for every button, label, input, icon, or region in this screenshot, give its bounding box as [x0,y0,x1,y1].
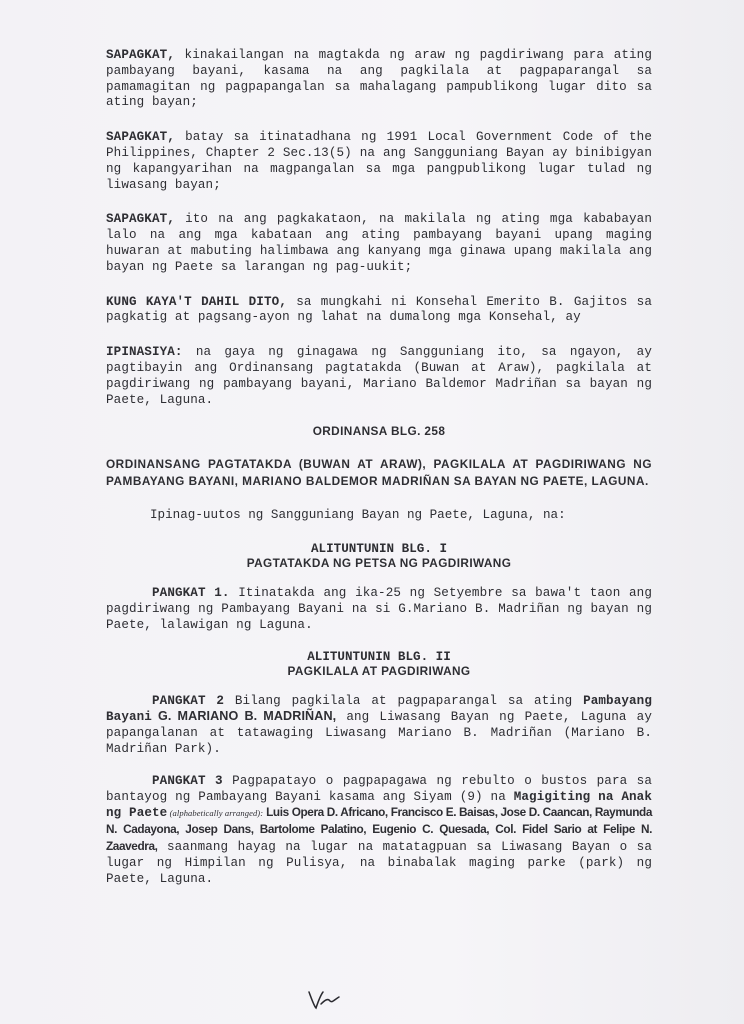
hero-name: G. MARIANO B. MADRIÑAN, [151,709,337,724]
section-label: PANGKAT 1. [152,586,230,601]
whereas-paragraph-3 [106,212,652,275]
ordain-clause: Ipinag-uutos ng Sangguniang Bayan ng Paete, Laguna, na: [150,508,566,523]
article-2-label: ALITUNTUNIN BLG. II [307,649,451,664]
paragraph-text: na gaya ng ginagawa ng Sangguniang ito, sa ngayon, ay pagtibayin ang Ordinansang pagtatakda (Buwan at Araw), pagkilala at pagdiriwang ng pambayang bayani, Mariano Baldemor Madriñan sa bayan ng Paete, Laguna. [106,345,652,407]
resolved-paragraph [106,345,652,408]
section-text: saanmang hayag na lugar na matatagpuan sa Liwasang Bayan o sa lugar ng Himpilan ng Pulisya, na binabalak maging parke (park) ng Paete, Laguna. [106,839,652,886]
heroes-names: Luis Opera D. Africano, Francisco E. Baisas, Jose D. Caancan, Raymunda N. Cadayona, Josep Dans, Bartolome Palatino, Eugenio C. Quesada, Col. Fidel Sario at Felipe N. Zaavedra, [106,805,652,853]
section-label: PANGKAT 3 [152,773,223,788]
keyword: SAPAGKAT, [106,130,175,145]
paragraph-text: sa mungkahi ni Konsehal Emerito B. Gajitos sa pagkatig at pagsang-ayon ng lahat na dumalong mga Konsehal, ay [106,294,652,325]
paragraph-text: ito na ang pagkakataon, na makilala ng ating mga kababayan lalo na ang mga kabataan ang ating pambayang bayani upang maging huwaran at mabuting halimbawa ang kanyang mga ginawa upang makilala ang bayan ng Paete sa larangan ng pag-uukit; [106,212,652,274]
article-1-title: PAGTATAKDA NG PETSA NG PAGDIRIWANG [246,556,512,571]
therefore-paragraph [106,295,652,327]
section-text: ang Liwasang Bayan ng Paete, Laguna ay papangalanan at tatawaging Liwasang Mariano B. Madriñan (Mariano B. Madriñan Park). [106,710,652,756]
section-3 [106,774,652,888]
section-label: PANGKAT 2 [152,693,225,708]
heroes-heading: Magigiting na Anak ng Paete [106,789,652,821]
section-2 [106,694,652,758]
section-text: Itinatakda ang ika-25 ng Setyembre sa bawa't taon ang pagdiriwang ng Pambayang Bayani na si G.Mariano B. Madriñan ng bayan ng Paete, lalawigan ng Laguna. [106,586,652,632]
section-text: Bilang pagkilala at pagpaparangal sa ating [224,693,584,708]
document-body [106,48,652,906]
hero-title: Pambayang Bayani [106,693,652,725]
article-1-label: ALITUNTUNIN BLG. I [310,542,448,557]
alphabetical-note: (alphabetically arranged): [167,808,264,819]
paragraph-text: kinakailangan na magtakda ng araw ng pagdiriwang para ating pambayang bayani, kasama na ang pagkilala at pagpaparangal sa pamamagitan ng pagpapangalan sa mahalagang pampublikong lugar dito sa ating bayan; [106,48,652,110]
ordinance-number: ORDINANSA BLG. 258 [312,424,446,439]
section-text: Pagpapatayo o pagpapagawa ng rebulto o bustos para sa bantayog ng Pambayang Bayani kasama ang Siyam (9) na [106,773,652,804]
keyword: SAPAGKAT, [106,212,175,227]
keyword: KUNG KAYA'T DAHIL DITO, [106,294,287,309]
paragraph-text: batay sa itinatadhana ng 1991 Local Government Code of the Philippines, Chapter 2 Sec.13(5) na ang Sangguniang Bayan ay binibigyan ng kapangyarihan na magpangalan sa mga pangpublikong lugar tulad ng liwasang bayan; [106,130,652,192]
whereas-paragraph-2 [106,130,652,193]
section-1 [106,586,652,633]
ordinance-title: ORDINANSANG PAGTATAKDA (BUWAN AT ARAW), PAGKILALA AT PAGDIRIWANG NG PAMBAYANG BAYANI, MARIANO BALDEMOR MADRIÑAN SA BAYAN NG PAETE, LAGUNA. [106,457,652,489]
initials-signature [306,988,346,1012]
article-2-title: PAGKILALA AT PAGDIRIWANG [287,663,471,678]
whereas-paragraph-1 [106,48,652,111]
keyword: SAPAGKAT, [106,48,175,62]
keyword: IPINASIYA: [106,345,183,360]
